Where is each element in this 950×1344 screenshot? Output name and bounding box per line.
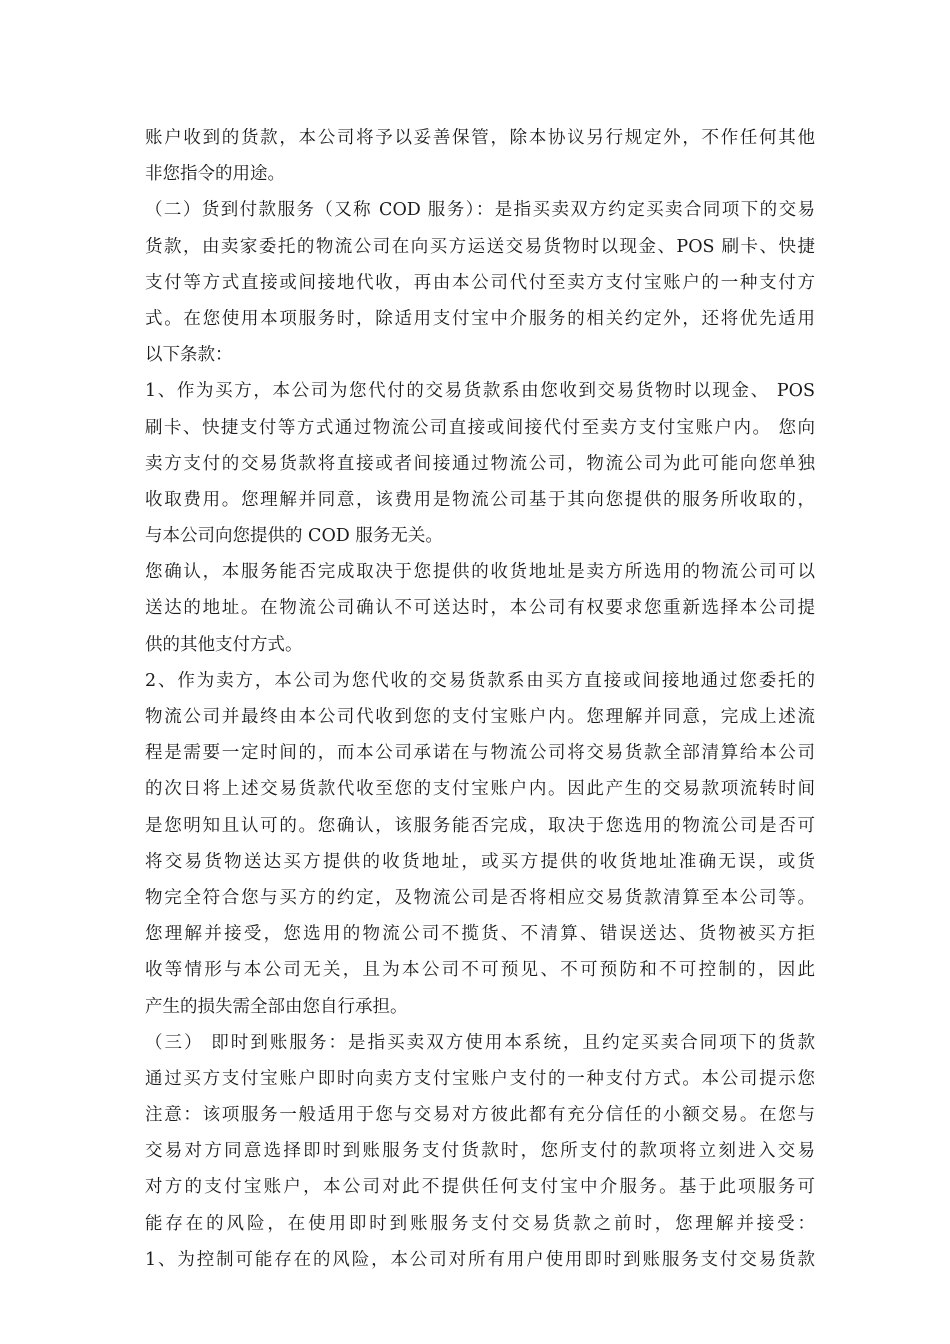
text-line: （二）货到付款服务（又称 COD 服务）：是指买卖双方约定买卖合同项下的交易 bbox=[145, 200, 815, 221]
text-line: 卖方支付的交易货款将直接或者间接通过物流公司，物流公司为此可能向您单独 bbox=[145, 453, 815, 474]
text-line: 非您指令的用途。 bbox=[145, 164, 285, 185]
text-line: 送达的地址。在物流公司确认不可送达时，本公司有权要求您重新选择本公司提 bbox=[145, 598, 815, 619]
text-line: 2、作为卖方，本公司为您代收的交易货款系由买方直接或间接地通过您委托的 bbox=[145, 670, 815, 691]
text-line: 刷卡、快捷支付等方式通过物流公司直接或间接代付至卖方支付宝账户内。 您向 bbox=[145, 417, 815, 438]
text-line: 您理解并接受，您选用的物流公司不揽货、不清算、错误送达、货物被买方拒 bbox=[145, 924, 815, 945]
text-line: 您确认，本服务能否完成取决于您提供的收货地址是卖方所选用的物流公司可以 bbox=[145, 562, 815, 583]
text-line: 能存在的风险，在使用即时到账服务支付交易货款之前时，您理解并接受： bbox=[145, 1213, 815, 1234]
text-line: 式。在您使用本项服务时，除适用支付宝中介服务的相关约定外，还将优先适用 bbox=[145, 308, 815, 329]
text-line: 物流公司并最终由本公司代收到您的支付宝账户内。您理解并同意，完成上述流 bbox=[145, 707, 815, 727]
text-line: 货款，由卖家委托的物流公司在向买方运送交易货物时以现金、POS 刷卡、快捷 bbox=[145, 236, 815, 257]
text-line: 通过买方支付宝账户即时向卖方支付宝账户支付的一种支付方式。本公司提示您 bbox=[145, 1068, 815, 1089]
text-line: 将交易货物送达买方提供的收货地址，或买方提供的收货地址准确无误，或货 bbox=[145, 851, 815, 872]
text-line: 交易对方同意选择即时到账服务支付货款时，您所支付的款项将立刻进入交易 bbox=[145, 1141, 815, 1162]
text-line: 与本公司向您提供的 COD 服务无关。 bbox=[145, 526, 443, 547]
text-line: 是您明知且认可的。您确认，该服务能否完成，取决于您选用的物流公司是否可 bbox=[145, 815, 815, 836]
text-line: 程是需要一定时间的，而本公司承诺在与物流公司将交易货款全部清算给本公司 bbox=[145, 743, 815, 764]
text-line: 支付等方式直接或间接地代收，再由本公司代付至卖方支付宝账户的一种支付方 bbox=[145, 272, 815, 293]
text-line: 1、为控制可能存在的风险，本公司对所有用户使用即时到账服务支付交易货款 bbox=[145, 1249, 815, 1270]
text-line: 对方的支付宝账户，本公司对此不提供任何支付宝中介服务。基于此项服务可 bbox=[145, 1177, 815, 1198]
text-line: 收取费用。您理解并同意，该费用是物流公司基于其向您提供的服务所收取的， bbox=[145, 489, 815, 510]
text-line: 账户收到的货款，本公司将予以妥善保管，除本协议另行规定外，不作任何其他 bbox=[145, 128, 815, 148]
text-line: 的次日将上述交易货款代收至您的支付宝账户内。因此产生的交易款项流转时间 bbox=[145, 779, 815, 800]
text-line: （三） 即时到账服务：是指买卖双方使用本系统，且约定买卖合同项下的货款 bbox=[145, 1032, 815, 1053]
agreement-text-body bbox=[145, 120, 815, 1278]
text-line: 1、作为买方，本公司为您代付的交易货款系由您收到交易货物时以现金、 POS bbox=[145, 381, 815, 402]
text-line: 收等情形与本公司无关，且为本公司不可预见、不可预防和不可控制的，因此 bbox=[145, 960, 815, 981]
text-line: 注意：该项服务一般适用于您与交易对方彼此都有充分信任的小额交易。在您与 bbox=[145, 1105, 815, 1126]
text-line: 以下条款： bbox=[145, 345, 233, 366]
text-line: 供的其他支付方式。 bbox=[145, 634, 303, 655]
text-line: 产生的损失需全部由您自行承担。 bbox=[145, 996, 408, 1017]
text-line: 物完全符合您与买方的约定，及物流公司是否将相应交易货款清算至本公司等。 bbox=[145, 887, 815, 908]
